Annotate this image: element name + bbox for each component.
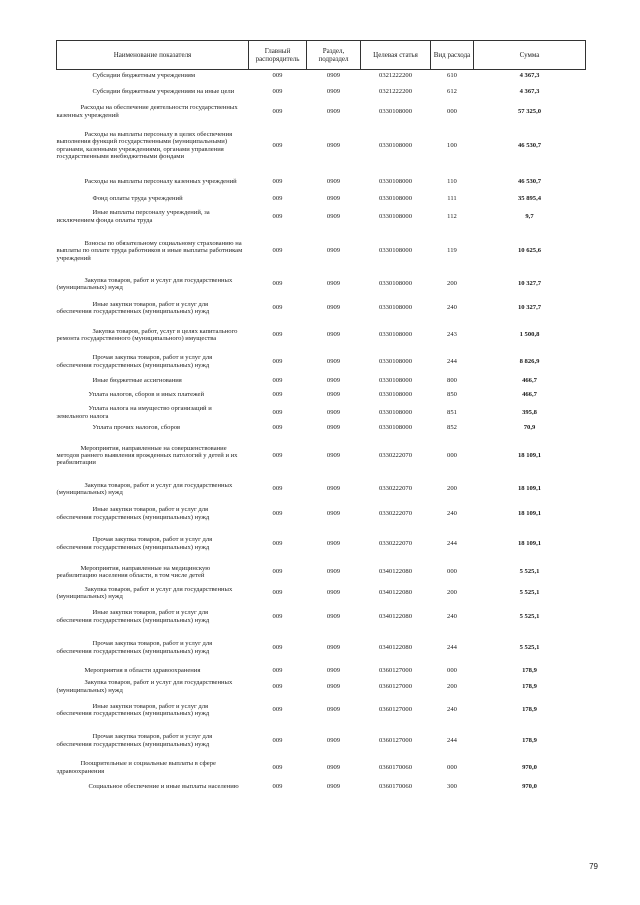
cell-expense: 111 <box>447 195 457 203</box>
cell-target: 0360127000 <box>379 736 412 744</box>
cell-target: 0360127000 <box>379 666 412 674</box>
table-row <box>57 387 586 403</box>
table-row <box>57 229 586 274</box>
cell-target: 0360170060 <box>379 782 412 790</box>
cell-sum: 5 525,1 <box>519 643 540 651</box>
cell-section: 0909 <box>326 682 341 690</box>
row-name: Мероприятия, направленные на совершенствование методов раннего выявления врожденных патологий у детей и их реабилитации <box>56 444 238 467</box>
cell-section: 0909 <box>326 782 341 790</box>
cell-admin: 009 <box>272 357 283 365</box>
cell-name <box>57 584 249 603</box>
cell-admin: 009 <box>272 706 283 714</box>
cell-target: 0330108000 <box>379 247 412 255</box>
cell-sum: 5 525,1 <box>519 568 540 576</box>
cell-section: 0909 <box>326 568 341 576</box>
cell-sum: 466,7 <box>522 390 537 398</box>
cell-name <box>57 349 249 375</box>
cell-target: 0330108000 <box>379 376 412 384</box>
cell-target: 0330108000 <box>379 408 412 416</box>
cell-target: 0330108000 <box>379 331 412 339</box>
row-name: Расходы на выплаты персоналу казенных учреждений <box>84 177 237 185</box>
cell-admin: 009 <box>272 763 283 771</box>
cell-name <box>57 274 249 295</box>
cell-section: 0909 <box>326 612 341 620</box>
table-row <box>57 122 586 170</box>
cell-section: 0909 <box>326 331 341 339</box>
cell-name <box>57 322 249 349</box>
cell-section: 0909 <box>326 280 341 288</box>
cell-expense: 000 <box>447 568 457 576</box>
cell-target: 0330222070 <box>379 485 412 493</box>
cell-expense: 110 <box>447 177 457 185</box>
cell-sum: 178,9 <box>522 736 537 744</box>
table-row <box>57 584 586 603</box>
cell-admin: 009 <box>272 141 283 149</box>
cell-section: 0909 <box>326 643 341 651</box>
cell-admin: 009 <box>272 736 283 744</box>
cell-target: 0330108000 <box>379 177 412 185</box>
cell-expense: 240 <box>447 509 457 517</box>
cell-name <box>57 724 249 758</box>
table-row <box>57 349 586 375</box>
cell-expense: 000 <box>447 763 457 771</box>
cell-target: 0330108000 <box>379 195 412 203</box>
row-name: Уплата прочих налогов, сборов <box>92 424 181 432</box>
cell-name <box>57 122 249 170</box>
cell-expense: 244 <box>447 539 457 547</box>
cell-expense: 240 <box>447 304 457 312</box>
cell-admin: 009 <box>272 643 283 651</box>
cell-admin: 009 <box>272 195 283 203</box>
header-expense: Вид расхода <box>431 41 474 70</box>
cell-target: 0360127000 <box>379 706 412 714</box>
row-name: Закупка товаров, работ и услуг для государственных (муниципальных) нужд <box>56 481 233 496</box>
cell-target: 0360127000 <box>379 682 412 690</box>
row-name: Социальное обеспечение и иные выплаты населению <box>88 782 239 790</box>
cell-sum: 1 500,8 <box>519 331 540 339</box>
row-name: Мероприятия в области здравоохранения <box>84 666 201 674</box>
table-row <box>57 527 586 561</box>
table-row <box>57 322 586 349</box>
cell-admin: 009 <box>272 87 283 95</box>
header-sum: Сумма <box>474 41 586 70</box>
table-row <box>57 724 586 758</box>
cell-sum: 5 525,1 <box>519 612 540 620</box>
table-row <box>57 434 586 478</box>
cell-name <box>57 170 249 194</box>
table-row <box>57 665 586 677</box>
cell-name <box>57 434 249 478</box>
cell-target: 0330108000 <box>379 280 412 288</box>
cell-admin: 009 <box>272 682 283 690</box>
row-name: Прочая закупка товаров, работ и услуг для обеспечения государственных (муниципальных) нужд <box>56 354 213 369</box>
cell-target: 0340122080 <box>379 589 412 597</box>
cell-admin: 009 <box>272 539 283 547</box>
cell-target: 0330108000 <box>379 212 412 220</box>
cell-name <box>57 501 249 527</box>
cell-admin: 009 <box>272 212 283 220</box>
cell-section: 0909 <box>326 304 341 312</box>
cell-target: 0330108000 <box>379 141 412 149</box>
cell-name <box>57 603 249 631</box>
cell-name <box>57 423 249 434</box>
cell-section: 0909 <box>326 195 341 203</box>
row-name: Иные закупки товаров, работ и услуг для обеспечения государственных (муниципальных) нужд <box>56 506 210 521</box>
cell-section: 0909 <box>326 107 341 115</box>
cell-expense: 200 <box>447 280 457 288</box>
cell-sum: 46 530,7 <box>517 177 542 185</box>
row-name: Уплата налогов, сборов и иных платежей <box>88 390 204 398</box>
cell-expense: 119 <box>447 247 457 255</box>
cell-target: 0340122080 <box>379 568 412 576</box>
cell-sum: 10 625,6 <box>517 247 542 255</box>
row-name: Иные закупки товаров, работ и услуг для обеспечения государственных (муниципальных) нужд <box>56 609 210 624</box>
cell-name <box>57 758 249 778</box>
cell-expense: 850 <box>447 390 457 398</box>
row-name: Поощрительные и социальные выплаты в сфере здравоохранения <box>56 760 216 775</box>
cell-name <box>57 70 249 82</box>
cell-admin: 009 <box>272 376 283 384</box>
cell-sum: 46 530,7 <box>517 141 542 149</box>
cell-target: 0330222070 <box>379 509 412 517</box>
cell-expense: 200 <box>447 589 457 597</box>
cell-target: 0330222070 <box>379 539 412 547</box>
row-name: Субсидии бюджетным учреждениям на иные цели <box>92 87 235 95</box>
cell-section: 0909 <box>326 706 341 714</box>
cell-section: 0909 <box>326 376 341 384</box>
cell-admin: 009 <box>272 451 283 459</box>
cell-sum: 4 367,3 <box>519 72 540 80</box>
cell-section: 0909 <box>326 212 341 220</box>
cell-section: 0909 <box>326 87 341 95</box>
cell-expense: 000 <box>447 666 457 674</box>
table-row <box>57 697 586 724</box>
cell-expense: 244 <box>447 357 457 365</box>
cell-expense: 200 <box>447 485 457 493</box>
cell-admin: 009 <box>272 304 283 312</box>
row-name: Мероприятия, направленные на медицинскую реабилитацию населения области, в том числе детей <box>56 564 211 579</box>
table-row <box>57 102 586 122</box>
cell-section: 0909 <box>326 408 341 416</box>
cell-sum: 10 327,7 <box>517 280 542 288</box>
cell-admin: 009 <box>272 247 283 255</box>
cell-section: 0909 <box>326 451 341 459</box>
cell-expense: 112 <box>447 212 457 220</box>
cell-section: 0909 <box>326 736 341 744</box>
cell-target: 0330108000 <box>379 424 412 432</box>
cell-admin: 009 <box>272 177 283 185</box>
cell-name <box>57 561 249 584</box>
cell-name <box>57 295 249 322</box>
header-target: Целевая статья <box>361 41 431 70</box>
cell-section: 0909 <box>326 589 341 597</box>
cell-name <box>57 82 249 102</box>
cell-name <box>57 194 249 205</box>
table-row <box>57 423 586 434</box>
cell-expense: 851 <box>447 408 457 416</box>
header-section: Раздел, подраздел <box>307 41 361 70</box>
header-name: Наименование показателя <box>57 41 249 70</box>
cell-name <box>57 631 249 665</box>
row-name: Иные закупки товаров, работ и услуг для обеспечения государственных (муниципальных) нужд <box>56 300 210 315</box>
cell-admin: 009 <box>272 72 283 80</box>
table-row <box>57 375 586 387</box>
cell-admin: 009 <box>272 331 283 339</box>
row-name: Закупка товаров, работ и услуг для государственных (муниципальных) нужд <box>56 276 233 291</box>
table-row <box>57 758 586 778</box>
table-row <box>57 403 586 423</box>
cell-target: 0340122080 <box>379 612 412 620</box>
row-name: Закупка товаров, работ и услуг для государственных (муниципальных) нужд <box>56 679 233 694</box>
cell-section: 0909 <box>326 390 341 398</box>
row-name: Иные бюджетные ассигнования <box>92 376 182 384</box>
cell-expense: 243 <box>447 331 457 339</box>
cell-name <box>57 665 249 677</box>
table-row <box>57 295 586 322</box>
cell-target: 0321222200 <box>379 72 412 80</box>
cell-admin: 009 <box>272 390 283 398</box>
cell-sum: 57 325,0 <box>517 107 542 115</box>
cell-name <box>57 677 249 697</box>
cell-name <box>57 205 249 229</box>
cell-sum: 10 327,7 <box>517 304 542 312</box>
cell-expense: 000 <box>447 107 457 115</box>
cell-expense: 240 <box>447 612 457 620</box>
cell-sum: 9,7 <box>525 212 534 220</box>
cell-section: 0909 <box>326 539 341 547</box>
cell-expense: 612 <box>447 87 457 95</box>
cell-name <box>57 375 249 387</box>
cell-section: 0909 <box>326 509 341 517</box>
table-row <box>57 194 586 205</box>
cell-section: 0909 <box>326 485 341 493</box>
row-name: Закупка товаров, работ, услуг в целях капитального ремонта государственного (муниципального) имущества <box>56 327 238 342</box>
cell-name <box>57 403 249 423</box>
table-row <box>57 478 586 501</box>
cell-section: 0909 <box>326 177 341 185</box>
header-admin: Главный распорядитель <box>249 41 307 70</box>
cell-admin: 009 <box>272 408 283 416</box>
table-row <box>57 82 586 102</box>
cell-expense: 610 <box>447 72 457 80</box>
table-row <box>57 603 586 631</box>
cell-target: 0340122080 <box>379 643 412 651</box>
cell-sum: 35 895,4 <box>517 195 542 203</box>
table-row <box>57 70 586 82</box>
cell-name <box>57 387 249 403</box>
cell-section: 0909 <box>326 666 341 674</box>
cell-admin: 009 <box>272 589 283 597</box>
table-row <box>57 677 586 697</box>
cell-name <box>57 697 249 724</box>
cell-target: 0330108000 <box>379 304 412 312</box>
cell-admin: 009 <box>272 509 283 517</box>
cell-section: 0909 <box>326 141 341 149</box>
cell-expense: 300 <box>447 782 457 790</box>
row-name: Прочая закупка товаров, работ и услуг для обеспечения государственных (муниципальных) нужд <box>56 536 213 551</box>
cell-target: 0330108000 <box>379 390 412 398</box>
cell-sum: 178,9 <box>522 706 537 714</box>
cell-sum: 970,0 <box>522 782 537 790</box>
cell-expense: 800 <box>447 376 457 384</box>
cell-name <box>57 229 249 274</box>
table-row <box>57 561 586 584</box>
cell-sum: 4 367,3 <box>519 87 540 95</box>
cell-sum: 8 826,9 <box>519 357 540 365</box>
row-name: Расходы на обеспечение деятельности государственных казенных учреждений <box>56 104 238 119</box>
cell-admin: 009 <box>272 782 283 790</box>
cell-target: 0330222070 <box>379 451 412 459</box>
row-name: Взносы по обязательному социальному страхованию на выплаты по оплате труда работников и иные выплаты работникам учреждений <box>56 240 243 262</box>
cell-name <box>57 102 249 122</box>
cell-target: 0321222200 <box>379 87 412 95</box>
budget-table <box>56 40 586 796</box>
page-number: 79 <box>589 862 598 871</box>
row-name: Прочая закупка товаров, работ и услуг для обеспечения государственных (муниципальных) нужд <box>56 733 213 748</box>
row-name: Уплата налога на имущество организаций и земельного налога <box>56 405 212 420</box>
row-name: Расходы на выплаты персоналу в целях обеспечения выполнения функций государственными (муниципальными) органами, казенными учреждениями, органами управления государственными внебюджетными фондами <box>56 131 233 160</box>
cell-sum: 395,8 <box>522 408 537 416</box>
cell-sum: 5 525,1 <box>519 589 540 597</box>
cell-expense: 244 <box>447 643 457 651</box>
cell-admin: 009 <box>272 568 283 576</box>
cell-name <box>57 778 249 796</box>
cell-sum: 18 109,1 <box>517 509 542 517</box>
row-name: Иные выплаты персоналу учреждений, за исключением фонда оплаты труда <box>56 209 210 224</box>
cell-admin: 009 <box>272 107 283 115</box>
cell-expense: 240 <box>447 706 457 714</box>
cell-admin: 009 <box>272 485 283 493</box>
cell-admin: 009 <box>272 280 283 288</box>
cell-expense: 100 <box>447 141 457 149</box>
cell-admin: 009 <box>272 424 283 432</box>
row-name: Прочая закупка товаров, работ и услуг для обеспечения государственных (муниципальных) нужд <box>56 640 213 655</box>
cell-sum: 178,9 <box>522 666 537 674</box>
cell-name <box>57 527 249 561</box>
row-name: Субсидии бюджетным учреждениям <box>92 72 196 80</box>
cell-target: 0330108000 <box>379 107 412 115</box>
table-row <box>57 778 586 796</box>
cell-section: 0909 <box>326 763 341 771</box>
cell-section: 0909 <box>326 357 341 365</box>
cell-expense: 852 <box>447 424 457 432</box>
table-row <box>57 631 586 665</box>
cell-section: 0909 <box>326 424 341 432</box>
cell-section: 0909 <box>326 247 341 255</box>
row-name: Закупка товаров, работ и услуг для государственных (муниципальных) нужд <box>56 585 233 600</box>
table-row <box>57 170 586 194</box>
cell-section: 0909 <box>326 72 341 80</box>
cell-expense: 200 <box>447 682 457 690</box>
row-name: Иные закупки товаров, работ и услуг для обеспечения государственных (муниципальных) нужд <box>56 702 210 717</box>
header-row <box>57 41 586 70</box>
table-row <box>57 501 586 527</box>
cell-admin: 009 <box>272 612 283 620</box>
cell-target: 0360170060 <box>379 763 412 771</box>
cell-name <box>57 478 249 501</box>
cell-expense: 000 <box>447 451 457 459</box>
cell-sum: 178,9 <box>522 682 537 690</box>
cell-sum: 970,0 <box>522 763 537 771</box>
cell-sum: 18 109,1 <box>517 485 542 493</box>
cell-admin: 009 <box>272 666 283 674</box>
table-row <box>57 274 586 295</box>
cell-sum: 70,9 <box>523 424 536 432</box>
table-row <box>57 205 586 229</box>
cell-sum: 466,7 <box>522 376 537 384</box>
cell-expense: 244 <box>447 736 457 744</box>
cell-sum: 18 109,1 <box>517 451 542 459</box>
cell-target: 0330108000 <box>379 357 412 365</box>
row-name: Фонд оплаты труда учреждений <box>92 195 183 203</box>
cell-sum: 18 109,1 <box>517 539 542 547</box>
